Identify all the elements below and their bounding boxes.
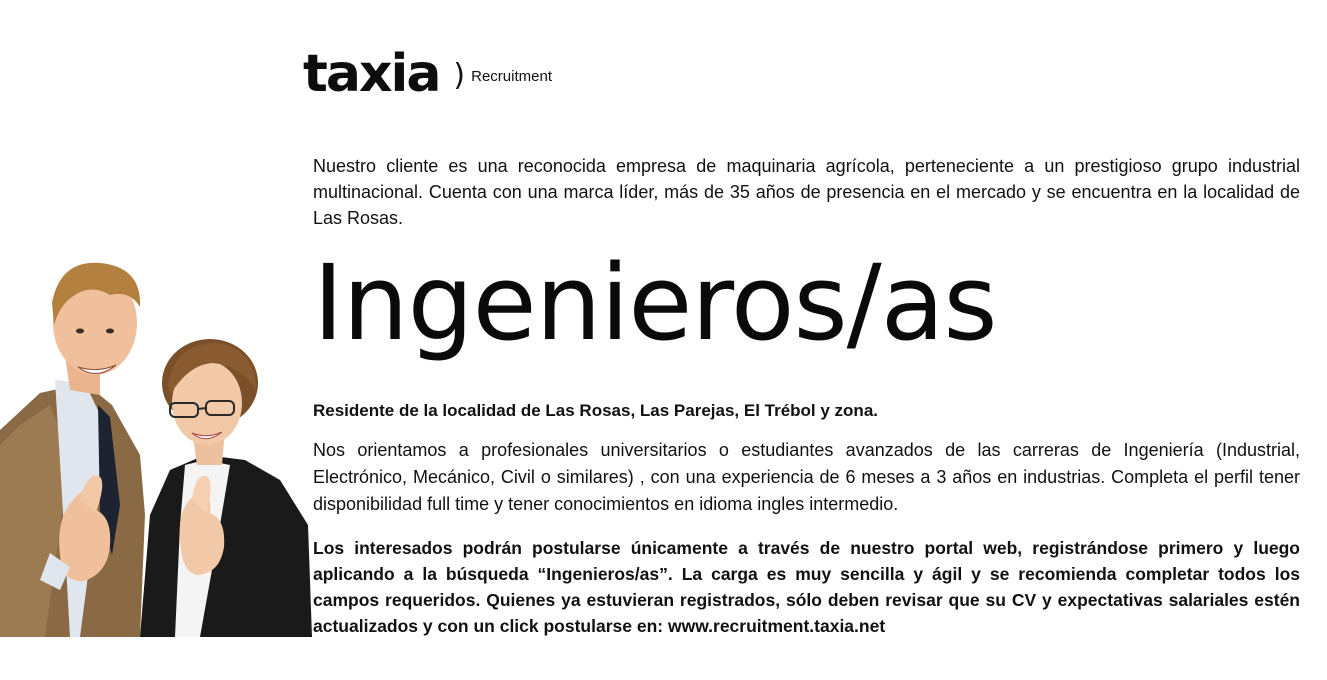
woman-figure bbox=[140, 339, 312, 637]
job-title: Ingenieros/as bbox=[313, 242, 997, 364]
client-description: Nuestro cliente es una reconocida empresa de maquinaria agrícola, perteneciente a un prestigioso grupo industrial multinacional. Cuenta con una marca líder, más de 35 años de presencia en el mercado y se encuentra en la localidad de Las Rosas. bbox=[313, 156, 1300, 228]
logo-word: taxia bbox=[303, 44, 440, 104]
logo-subtitle: Recruitment bbox=[471, 67, 552, 85]
application-instructions: Los interesados podrán postularse únicamente a través de nuestro portal web, registrándose primero y luego aplicando a la búsqueda “Ingenieros/as”. La carga es muy sencilla y ágil y se recomienda completar todos los campos requeridos. Quienes ya estuvieran registrados, sólo deben revisar que su CV y expectativas salariales estén actualizados y con un click postularse en: www.recruitment.taxia.net bbox=[313, 538, 1300, 636]
taxia-logo bbox=[303, 44, 552, 104]
residence-requirement: Residente de la localidad de Las Rosas, Las Parejas, El Trébol y zona. bbox=[313, 401, 878, 420]
profile-description: Nos orientamos a profesionales universitarios o estudiantes avanzados de las carreras de Ingeniería (Industrial, Electrónico, Mecánico, Civil o similares) , con una experiencia de 6 meses a 3 años en industrias. Completa el perfil tener disponibilidad full time y tener conocimientos en idioma ingles intermedio. bbox=[313, 440, 1300, 514]
business-people-thumbs-up-photo bbox=[0, 255, 312, 637]
logo-paren: ) bbox=[453, 58, 466, 93]
man-figure bbox=[0, 263, 145, 637]
